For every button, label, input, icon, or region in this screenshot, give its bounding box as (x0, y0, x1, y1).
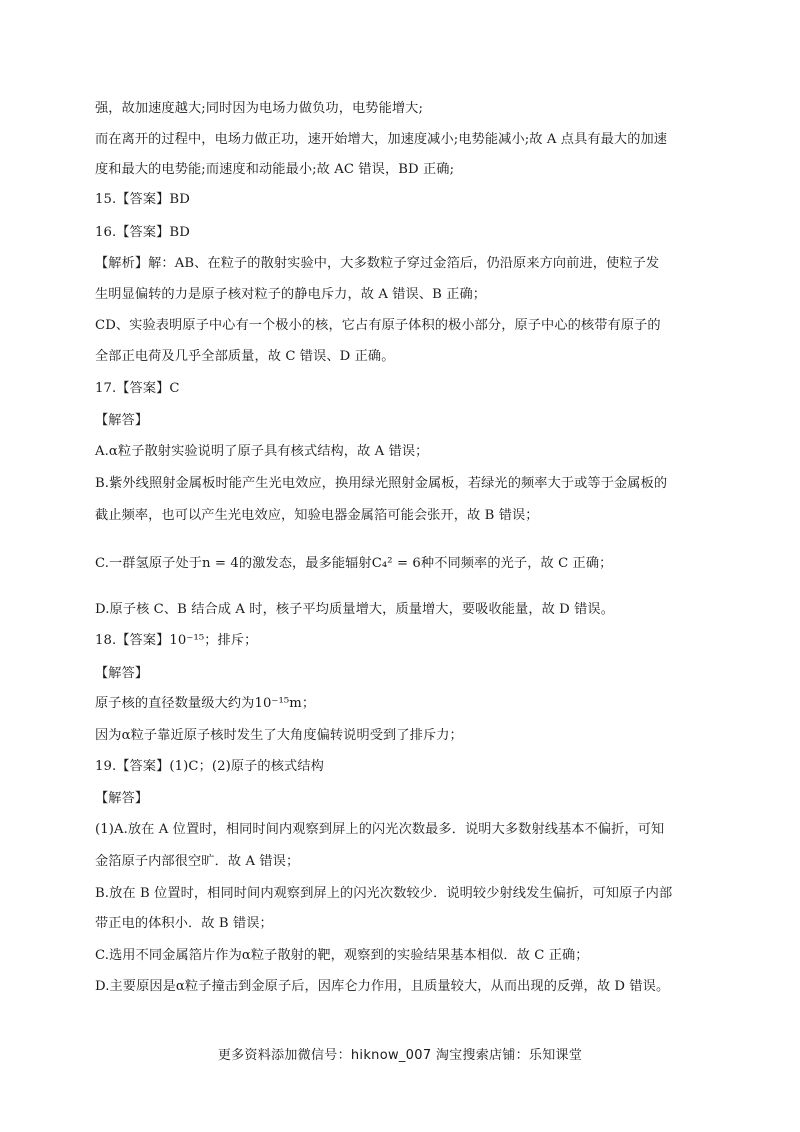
answer-heading-15: 15.【答案】BD (95, 192, 190, 207)
text-line: 强，故加速度越大;同时因为电场力做负功，电势能增大; (95, 101, 423, 116)
text-line: C.选用不同金属箔片作为α粒子散射的靶，观察到的实验结果基本相似．故 C 正确； (95, 948, 589, 963)
text-line: 截止频率，也可以产生光电效应，知验电器金属箔可能会张开，故 B 错误； (95, 508, 539, 523)
answer-heading-16: 16.【答案】BD (95, 225, 190, 240)
text-line: 金箔原子内部很空旷．故 A 错误； (95, 854, 300, 869)
answer-heading-19: 19.【答案】(1)C；(2)原子的核式结构 (95, 759, 324, 774)
text-line: B.放在 B 位置时，相同时间内观察到屏上的闪光次数较少．说明较少射线发生偏折，可知原子内部 (95, 886, 673, 901)
answer-heading-17: 17.【答案】C (95, 381, 180, 396)
text-line: 全部正电荷及几乎全部质量，故 C 错误、D 正确。 (95, 349, 395, 364)
text-line: B.紫外线照射金属板时能产生光电效应，换用绿光照射金属板，若绿光的频率大于或等于金属板的 (95, 476, 668, 491)
text-line: 度和最大的电势能;而速度和动能最小;故 AC 错误，BD 正确; (95, 162, 455, 177)
footer-promo-text: 更多资料添加微信号：hiknow_007 淘宝搜索店铺：乐知课堂 (217, 1048, 583, 1063)
solution-label: 【解答】 (95, 791, 149, 806)
text-line: D.主要原因是α粒子撞击到金原子后，因库仑力作用，且质量较大，从而出现的反弹，故 D 错误。 (95, 979, 670, 994)
text-line: (1)A.放在 A 位置时，相同时间内观察到屏上的闪光次数最多．说明大多数射线基本不偏折，可知 (95, 822, 665, 837)
solution-label: 【解答】 (95, 666, 149, 681)
text-line: D.原子核 C、B 结合成 A 时，核子平均质量增大，质量增大，要吸收能量，故 D 错误。 (95, 602, 615, 617)
text-line: 带正电的体积小．故 B 错误； (95, 916, 273, 931)
text-line: 因为α粒子靠近原子核时发生了大角度偏转说明受到了排斥力； (95, 728, 463, 743)
text-line: 【解析】解：AB、在粒子的散射实验中，大多数粒子穿过金箔后，仍沿原来方向前进，使粒子发 (95, 256, 660, 271)
text-line: CD、实验表明原子中心有一个极小的核，它占有原子体积的极小部分，原子中心的核带有原子的 (95, 318, 661, 333)
text-line: C.一群氢原子处于n = 4的激发态，最多能辐射C₄² = 6种不同频率的光子，故 C 正确； (95, 556, 613, 571)
text-line: A.α粒子散射实验说明了原子具有核式结构，故 A 错误； (95, 444, 429, 459)
solution-label: 【解答】 (95, 413, 149, 428)
text-line: 而在离开的过程中，电场力做正功，速开始增大，加速度减小;电势能减小;故 A 点具有最大的加速 (95, 132, 668, 147)
answer-heading-18: 18.【答案】10⁻¹⁵；排斥； (95, 633, 258, 648)
text-line: 原子核的直径数量级大约为10⁻¹⁵m； (95, 696, 316, 711)
text-line: 生明显偏转的力是原子核对粒子的静电斥力，故 A 错误、B 正确； (95, 287, 487, 302)
